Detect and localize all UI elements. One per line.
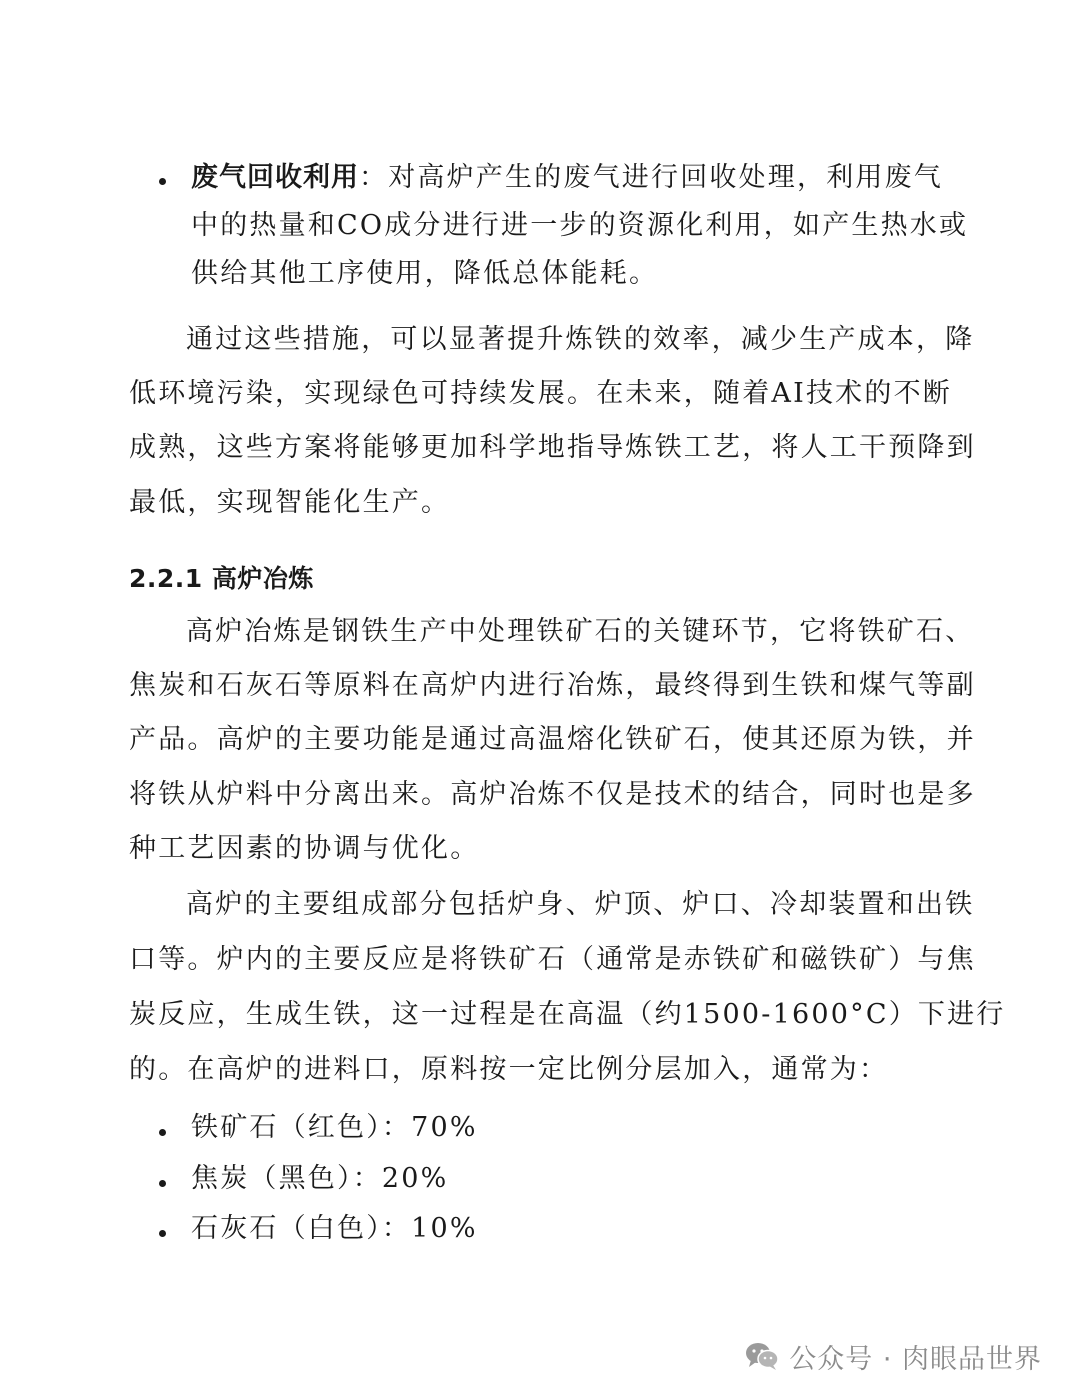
- paragraph-line: 炭反应，生成生铁，这一过程是在高温（约1500-1600°C）下进行: [129, 999, 1006, 1030]
- paragraph-line: 高炉冶炼是钢铁生产中处理铁矿石的关键环节，它将铁矿石、: [186, 616, 975, 647]
- paragraph-line: 焦炭和石灰石等原料在高炉内进行冶炼，最终得到生铁和煤气等副: [129, 670, 976, 701]
- paragraph-line: 产品。高炉的主要功能是通过高温熔化铁矿石，使其还原为铁，并: [129, 724, 976, 755]
- bullet-item-colon: ：: [359, 162, 389, 193]
- bullet-point: [159, 1129, 166, 1136]
- paragraph-line: 低环境污染，实现绿色可持续发展。在未来，随着AI技术的不断: [129, 378, 952, 409]
- paragraph-line: 通过这些措施，可以显著提升炼铁的效率，减少生产成本，降: [186, 324, 975, 355]
- section-heading: 2.2.1 高炉冶炼: [129, 564, 314, 593]
- bullet-item-text: 供给其他工序使用，降低总体能耗。: [191, 258, 659, 289]
- bullet-point: [159, 1230, 166, 1237]
- paragraph-line: 的。在高炉的进料口，原料按一定比例分层加入，通常为：: [129, 1054, 889, 1085]
- paragraph-line: 成熟，这些方案将能够更加科学地指导炼铁工艺，将人工干预降到: [129, 432, 976, 463]
- footer-text: 公众号 · 肉眼品世界: [789, 1343, 1042, 1375]
- footer-watermark: [745, 1336, 1042, 1376]
- paragraph-line: 种工艺因素的协调与优化。: [129, 833, 480, 864]
- paragraph-line: 最低，实现智能化生产。: [129, 487, 451, 518]
- paragraph-line: 高炉的主要组成部分包括炉身、炉顶、炉口、冷却装置和出铁: [186, 889, 975, 920]
- bullet-item-title: 废气回收利用: [191, 162, 359, 193]
- list-item: 铁矿石（红色）：70%: [191, 1112, 478, 1143]
- list-item: 石灰石（白色）：10%: [191, 1213, 478, 1244]
- bullet-item-text: 中的热量和CO成分进行进一步的资源化利用，如产生热水或: [191, 210, 969, 241]
- bullet-point: [159, 178, 166, 185]
- list-item: 焦炭（黑色）：20%: [191, 1163, 449, 1194]
- wechat-icon: [745, 1341, 779, 1371]
- bullet-item-waste-gas: [191, 158, 943, 198]
- paragraph-line: 将铁从炉料中分离出来。高炉冶炼不仅是技术的结合，同时也是多: [129, 779, 976, 810]
- paragraph-line: 口等。炉内的主要反应是将铁矿石（通常是赤铁矿和磁铁矿）与焦: [129, 944, 976, 975]
- bullet-item-text: 对高炉产生的废气进行回收处理，利用废气: [388, 162, 944, 193]
- bullet-point: [159, 1180, 166, 1187]
